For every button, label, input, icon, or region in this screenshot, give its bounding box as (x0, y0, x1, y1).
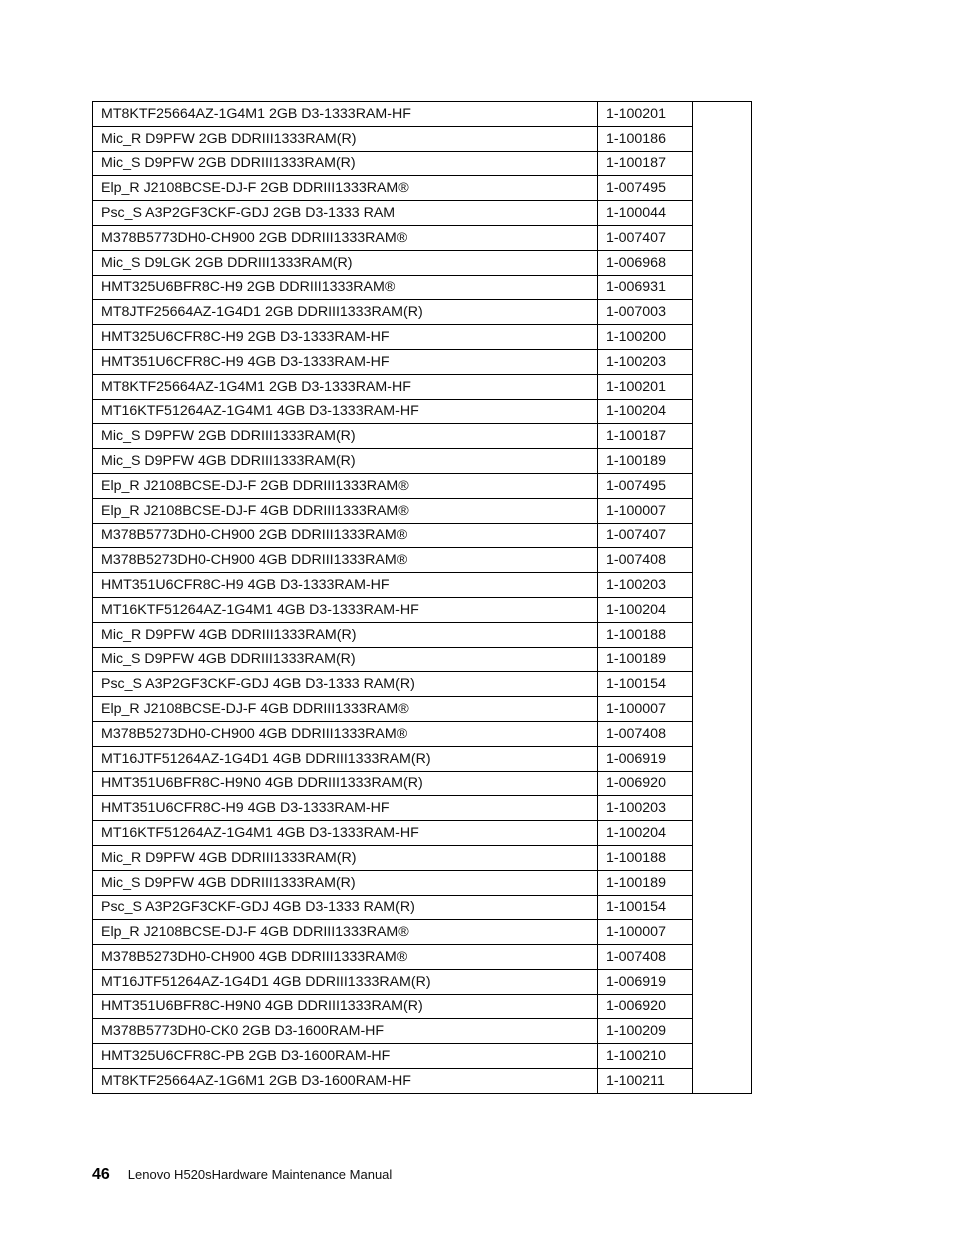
part-description-cell: Mic_R D9PFW 4GB DDRIII1333RAM(R) (93, 622, 598, 647)
empty-column-cell (693, 225, 752, 250)
table-row (93, 597, 752, 622)
empty-column-cell (693, 374, 752, 399)
fru-number-cell: 1-100187 (598, 424, 693, 449)
fru-number-cell: 1-006920 (598, 771, 693, 796)
table-row (93, 424, 752, 449)
fru-number-cell: 1-007408 (598, 721, 693, 746)
fru-number-cell: 1-007495 (598, 473, 693, 498)
fru-number-cell: 1-006968 (598, 250, 693, 275)
part-description-cell: HMT351U6BFR8C-H9N0 4GB DDRIII1333RAM(R) (93, 771, 598, 796)
part-description-cell: Mic_S D9LGK 2GB DDRIII1333RAM(R) (93, 250, 598, 275)
table-row (93, 647, 752, 672)
parts-table (92, 101, 752, 1094)
fru-number-cell: 1-007495 (598, 176, 693, 201)
page-footer (92, 1166, 392, 1184)
table-row (93, 498, 752, 523)
fru-number-cell: 1-100154 (598, 672, 693, 697)
empty-column-cell (693, 771, 752, 796)
empty-column-cell (693, 1069, 752, 1094)
empty-column-cell (693, 250, 752, 275)
fru-number-cell: 1-100188 (598, 622, 693, 647)
table-row (93, 697, 752, 722)
table-row (93, 250, 752, 275)
table-row (93, 969, 752, 994)
empty-column-cell (693, 399, 752, 424)
table-row (93, 473, 752, 498)
table-row (93, 573, 752, 598)
part-description-cell: M378B5273DH0-CH900 4GB DDRIII1333RAM® (93, 945, 598, 970)
empty-column-cell (693, 647, 752, 672)
part-description-cell: M378B5773DH0-CH900 2GB DDRIII1333RAM® (93, 225, 598, 250)
table-row (93, 870, 752, 895)
empty-column-cell (693, 697, 752, 722)
fru-number-cell: 1-100201 (598, 374, 693, 399)
part-description-cell: HMT325U6BFR8C-H9 2GB DDRIII1333RAM® (93, 275, 598, 300)
page-number: 46 (92, 1166, 110, 1183)
part-description-cell: Elp_R J2108BCSE-DJ-F 4GB DDRIII1333RAM® (93, 498, 598, 523)
part-description-cell: MT16KTF51264AZ-1G4M1 4GB D3-1333RAM-HF (93, 399, 598, 424)
part-description-cell: Psc_S A3P2GF3CKF-GDJ 4GB D3-1333 RAM(R) (93, 895, 598, 920)
part-description-cell: MT8JTF25664AZ-1G4D1 2GB DDRIII1333RAM(R) (93, 300, 598, 325)
part-description-cell: HMT325U6CFR8C-H9 2GB D3-1333RAM-HF (93, 325, 598, 350)
table-row (93, 994, 752, 1019)
part-description-cell: M378B5773DH0-CH900 2GB DDRIII1333RAM® (93, 523, 598, 548)
table-row (93, 151, 752, 176)
empty-column-cell (693, 176, 752, 201)
fru-number-cell: 1-100189 (598, 647, 693, 672)
fru-number-cell: 1-007407 (598, 225, 693, 250)
empty-column-cell (693, 796, 752, 821)
table-row (93, 945, 752, 970)
empty-column-cell (693, 845, 752, 870)
empty-column-cell (693, 151, 752, 176)
fru-number-cell: 1-100189 (598, 870, 693, 895)
table-row (93, 176, 752, 201)
table-row (93, 300, 752, 325)
table-row (93, 1019, 752, 1044)
empty-column-cell (693, 597, 752, 622)
empty-column-cell (693, 201, 752, 226)
fru-number-cell: 1-006931 (598, 275, 693, 300)
fru-number-cell: 1-100186 (598, 126, 693, 151)
empty-column-cell (693, 523, 752, 548)
part-description-cell: MT16JTF51264AZ-1G4D1 4GB DDRIII1333RAM(R) (93, 746, 598, 771)
fru-number-cell: 1-100189 (598, 449, 693, 474)
fru-number-cell: 1-007003 (598, 300, 693, 325)
fru-number-cell: 1-006919 (598, 746, 693, 771)
part-description-cell: Mic_S D9PFW 4GB DDRIII1333RAM(R) (93, 870, 598, 895)
table-row (93, 920, 752, 945)
fru-number-cell: 1-100188 (598, 845, 693, 870)
empty-column-cell (693, 1019, 752, 1044)
fru-number-cell: 1-100204 (598, 597, 693, 622)
empty-column-cell (693, 622, 752, 647)
part-description-cell: HMT351U6BFR8C-H9N0 4GB DDRIII1333RAM(R) (93, 994, 598, 1019)
table-row (93, 1069, 752, 1094)
fru-number-cell: 1-100204 (598, 399, 693, 424)
part-description-cell: Mic_S D9PFW 4GB DDRIII1333RAM(R) (93, 449, 598, 474)
table-row (93, 374, 752, 399)
table-row (93, 349, 752, 374)
table-row (93, 895, 752, 920)
fru-number-cell: 1-007408 (598, 945, 693, 970)
part-description-cell: Elp_R J2108BCSE-DJ-F 2GB DDRIII1333RAM® (93, 176, 598, 201)
table-row (93, 746, 752, 771)
part-description-cell: HMT351U6CFR8C-H9 4GB D3-1333RAM-HF (93, 796, 598, 821)
empty-column-cell (693, 1044, 752, 1069)
part-description-cell: MT8KTF25664AZ-1G4M1 2GB D3-1333RAM-HF (93, 102, 598, 127)
table-row (93, 275, 752, 300)
fru-number-cell: 1-100210 (598, 1044, 693, 1069)
fru-number-cell: 1-100007 (598, 697, 693, 722)
table-row (93, 672, 752, 697)
table-row (93, 845, 752, 870)
empty-column-cell (693, 920, 752, 945)
fru-number-cell: 1-100211 (598, 1069, 693, 1094)
table-row (93, 399, 752, 424)
fru-number-cell: 1-006919 (598, 969, 693, 994)
table-row (93, 201, 752, 226)
empty-column-cell (693, 895, 752, 920)
table-row (93, 325, 752, 350)
table-row (93, 796, 752, 821)
part-description-cell: MT16KTF51264AZ-1G4M1 4GB D3-1333RAM-HF (93, 597, 598, 622)
part-description-cell: MT16KTF51264AZ-1G4M1 4GB D3-1333RAM-HF (93, 821, 598, 846)
empty-column-cell (693, 102, 752, 127)
part-description-cell: Elp_R J2108BCSE-DJ-F 4GB DDRIII1333RAM® (93, 697, 598, 722)
fru-number-cell: 1-006920 (598, 994, 693, 1019)
table-row (93, 126, 752, 151)
empty-column-cell (693, 821, 752, 846)
table-row (93, 771, 752, 796)
part-description-cell: Mic_S D9PFW 4GB DDRIII1333RAM(R) (93, 647, 598, 672)
table-row (93, 449, 752, 474)
part-description-cell: M378B5773DH0-CK0 2GB D3-1600RAM-HF (93, 1019, 598, 1044)
part-description-cell: Mic_R D9PFW 2GB DDRIII1333RAM(R) (93, 126, 598, 151)
part-description-cell: Mic_S D9PFW 2GB DDRIII1333RAM(R) (93, 424, 598, 449)
table-row (93, 1044, 752, 1069)
empty-column-cell (693, 424, 752, 449)
empty-column-cell (693, 746, 752, 771)
fru-number-cell: 1-100007 (598, 498, 693, 523)
part-description-cell: Elp_R J2108BCSE-DJ-F 4GB DDRIII1333RAM® (93, 920, 598, 945)
fru-number-cell: 1-100201 (598, 102, 693, 127)
part-description-cell: M378B5273DH0-CH900 4GB DDRIII1333RAM® (93, 548, 598, 573)
table-row (93, 102, 752, 127)
empty-column-cell (693, 300, 752, 325)
part-description-cell: MT16JTF51264AZ-1G4D1 4GB DDRIII1333RAM(R) (93, 969, 598, 994)
empty-column-cell (693, 126, 752, 151)
parts-table-body (93, 102, 752, 1094)
fru-number-cell: 1-100200 (598, 325, 693, 350)
empty-column-cell (693, 672, 752, 697)
empty-column-cell (693, 449, 752, 474)
table-row (93, 821, 752, 846)
empty-column-cell (693, 721, 752, 746)
table-row (93, 721, 752, 746)
empty-column-cell (693, 573, 752, 598)
empty-column-cell (693, 870, 752, 895)
empty-column-cell (693, 349, 752, 374)
part-description-cell: Mic_R D9PFW 4GB DDRIII1333RAM(R) (93, 845, 598, 870)
part-description-cell: HMT351U6CFR8C-H9 4GB D3-1333RAM-HF (93, 573, 598, 598)
part-description-cell: Mic_S D9PFW 2GB DDRIII1333RAM(R) (93, 151, 598, 176)
empty-column-cell (693, 548, 752, 573)
part-description-cell: MT8KTF25664AZ-1G6M1 2GB D3-1600RAM-HF (93, 1069, 598, 1094)
fru-number-cell: 1-100044 (598, 201, 693, 226)
part-description-cell: MT8KTF25664AZ-1G4M1 2GB D3-1333RAM-HF (93, 374, 598, 399)
part-description-cell: M378B5273DH0-CH900 4GB DDRIII1333RAM® (93, 721, 598, 746)
part-description-cell: Psc_S A3P2GF3CKF-GDJ 4GB D3-1333 RAM(R) (93, 672, 598, 697)
fru-number-cell: 1-007407 (598, 523, 693, 548)
empty-column-cell (693, 473, 752, 498)
fru-number-cell: 1-100154 (598, 895, 693, 920)
part-description-cell: HMT325U6CFR8C-PB 2GB D3-1600RAM-HF (93, 1044, 598, 1069)
empty-column-cell (693, 325, 752, 350)
fru-number-cell: 1-100203 (598, 573, 693, 598)
empty-column-cell (693, 275, 752, 300)
fru-number-cell: 1-007408 (598, 548, 693, 573)
part-description-cell: Elp_R J2108BCSE-DJ-F 2GB DDRIII1333RAM® (93, 473, 598, 498)
table-row (93, 523, 752, 548)
part-description-cell: Psc_S A3P2GF3CKF-GDJ 2GB D3-1333 RAM (93, 201, 598, 226)
table-row (93, 225, 752, 250)
fru-number-cell: 1-100007 (598, 920, 693, 945)
table-row (93, 548, 752, 573)
fru-number-cell: 1-100203 (598, 796, 693, 821)
part-description-cell: HMT351U6CFR8C-H9 4GB D3-1333RAM-HF (93, 349, 598, 374)
fru-number-cell: 1-100203 (598, 349, 693, 374)
empty-column-cell (693, 969, 752, 994)
table-row (93, 622, 752, 647)
empty-column-cell (693, 945, 752, 970)
fru-number-cell: 1-100204 (598, 821, 693, 846)
empty-column-cell (693, 498, 752, 523)
document-title: Lenovo H520sHardware Maintenance Manual (127, 1167, 393, 1182)
fru-number-cell: 1-100209 (598, 1019, 693, 1044)
empty-column-cell (693, 994, 752, 1019)
fru-number-cell: 1-100187 (598, 151, 693, 176)
